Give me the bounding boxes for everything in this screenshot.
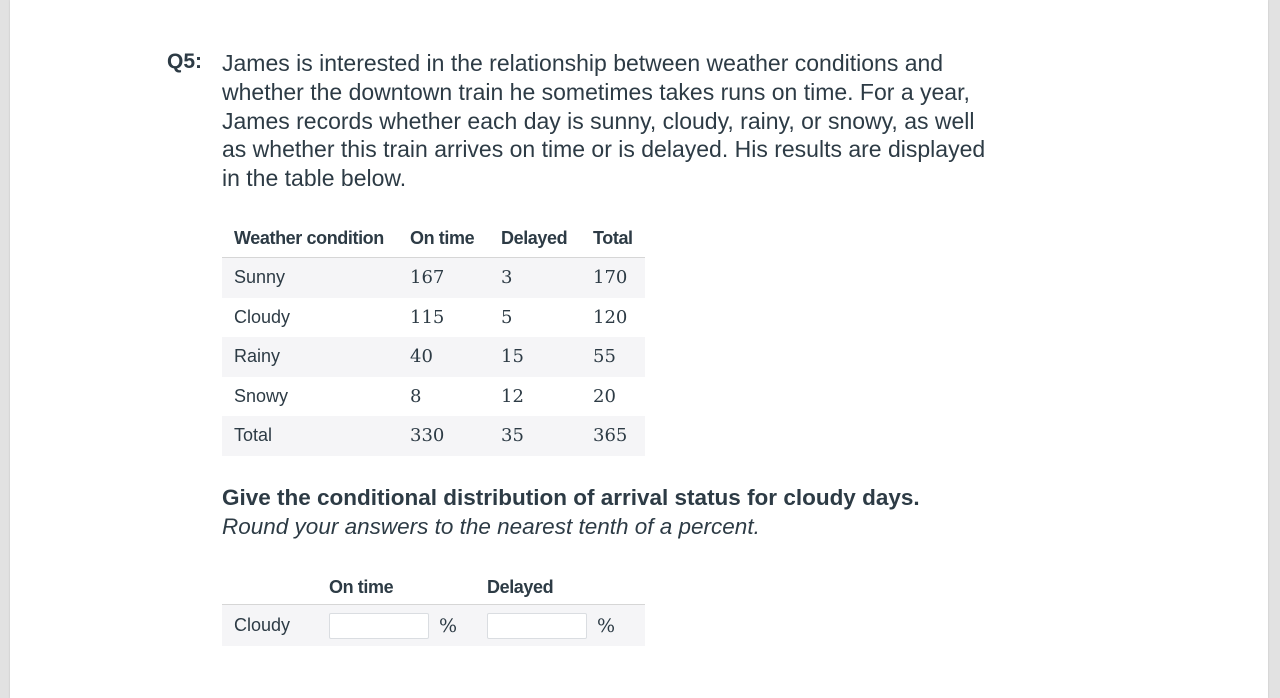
row-label: Total — [222, 416, 398, 456]
table-row — [222, 298, 645, 338]
table-header-row — [222, 220, 645, 258]
cell-on-time: 40 — [398, 337, 489, 377]
cell-on-time: 167 — [398, 258, 489, 298]
answer-header-blank — [222, 570, 329, 605]
question-page — [10, 0, 1268, 698]
answer-row-label: Cloudy — [222, 605, 329, 647]
row-label: Sunny — [222, 258, 398, 298]
table-row — [222, 377, 645, 417]
answer-header-row — [222, 570, 645, 605]
cell-total: 365 — [581, 416, 645, 456]
cell-total: 170 — [581, 258, 645, 298]
cell-on-time: 330 — [398, 416, 489, 456]
cell-delayed: 35 — [489, 416, 581, 456]
row-label: Snowy — [234, 385, 289, 406]
cell-delayed: 3 — [489, 258, 581, 298]
cell-total: 20 — [593, 385, 616, 407]
table-row — [222, 337, 645, 377]
cell-delayed: 12 — [501, 385, 524, 407]
cell-total: 120 — [593, 306, 628, 328]
answer-row — [222, 605, 645, 647]
question-prompt: James is interested in the relationship between weather conditions and whether the downtown train he sometimes takes runs on time. For a year, James records whether each day is sunny, cloudy, rainy, or snowy, as well as whether this train arrives on time or is delayed. His results are displayed in the table below. — [222, 50, 986, 192]
cell-total: 55 — [581, 337, 645, 377]
cell-delayed: 15 — [489, 337, 581, 377]
instructions — [222, 483, 920, 541]
header-weather-condition: Weather condition — [222, 220, 398, 258]
answer-header-delayed: Delayed — [487, 570, 591, 605]
table-row — [222, 258, 645, 298]
header-total: Total — [581, 220, 645, 258]
cell-on-time: 115 — [410, 306, 445, 328]
weather-table — [222, 220, 645, 456]
percent-sign: % — [591, 605, 645, 647]
row-label: Cloudy — [234, 306, 291, 327]
percent-sign: % — [433, 605, 487, 647]
cell-delayed: 5 — [501, 306, 513, 328]
cell-on-time: 8 — [410, 385, 422, 407]
instruction-bold: Give the conditional distribution of arrival status for cloudy days. — [222, 485, 920, 510]
header-delayed: Delayed — [489, 220, 581, 258]
table-row — [222, 416, 645, 456]
answer-table — [222, 570, 645, 646]
on-time-percent-input[interactable] — [329, 613, 429, 639]
instruction-italic: Round your answers to the nearest tenth of a percent. — [222, 514, 760, 539]
question-number: Q5: — [167, 50, 203, 73]
delayed-percent-input[interactable] — [487, 613, 587, 639]
row-label: Rainy — [222, 337, 398, 377]
answer-header-on-time: On time — [329, 570, 433, 605]
header-on-time: On time — [398, 220, 489, 258]
